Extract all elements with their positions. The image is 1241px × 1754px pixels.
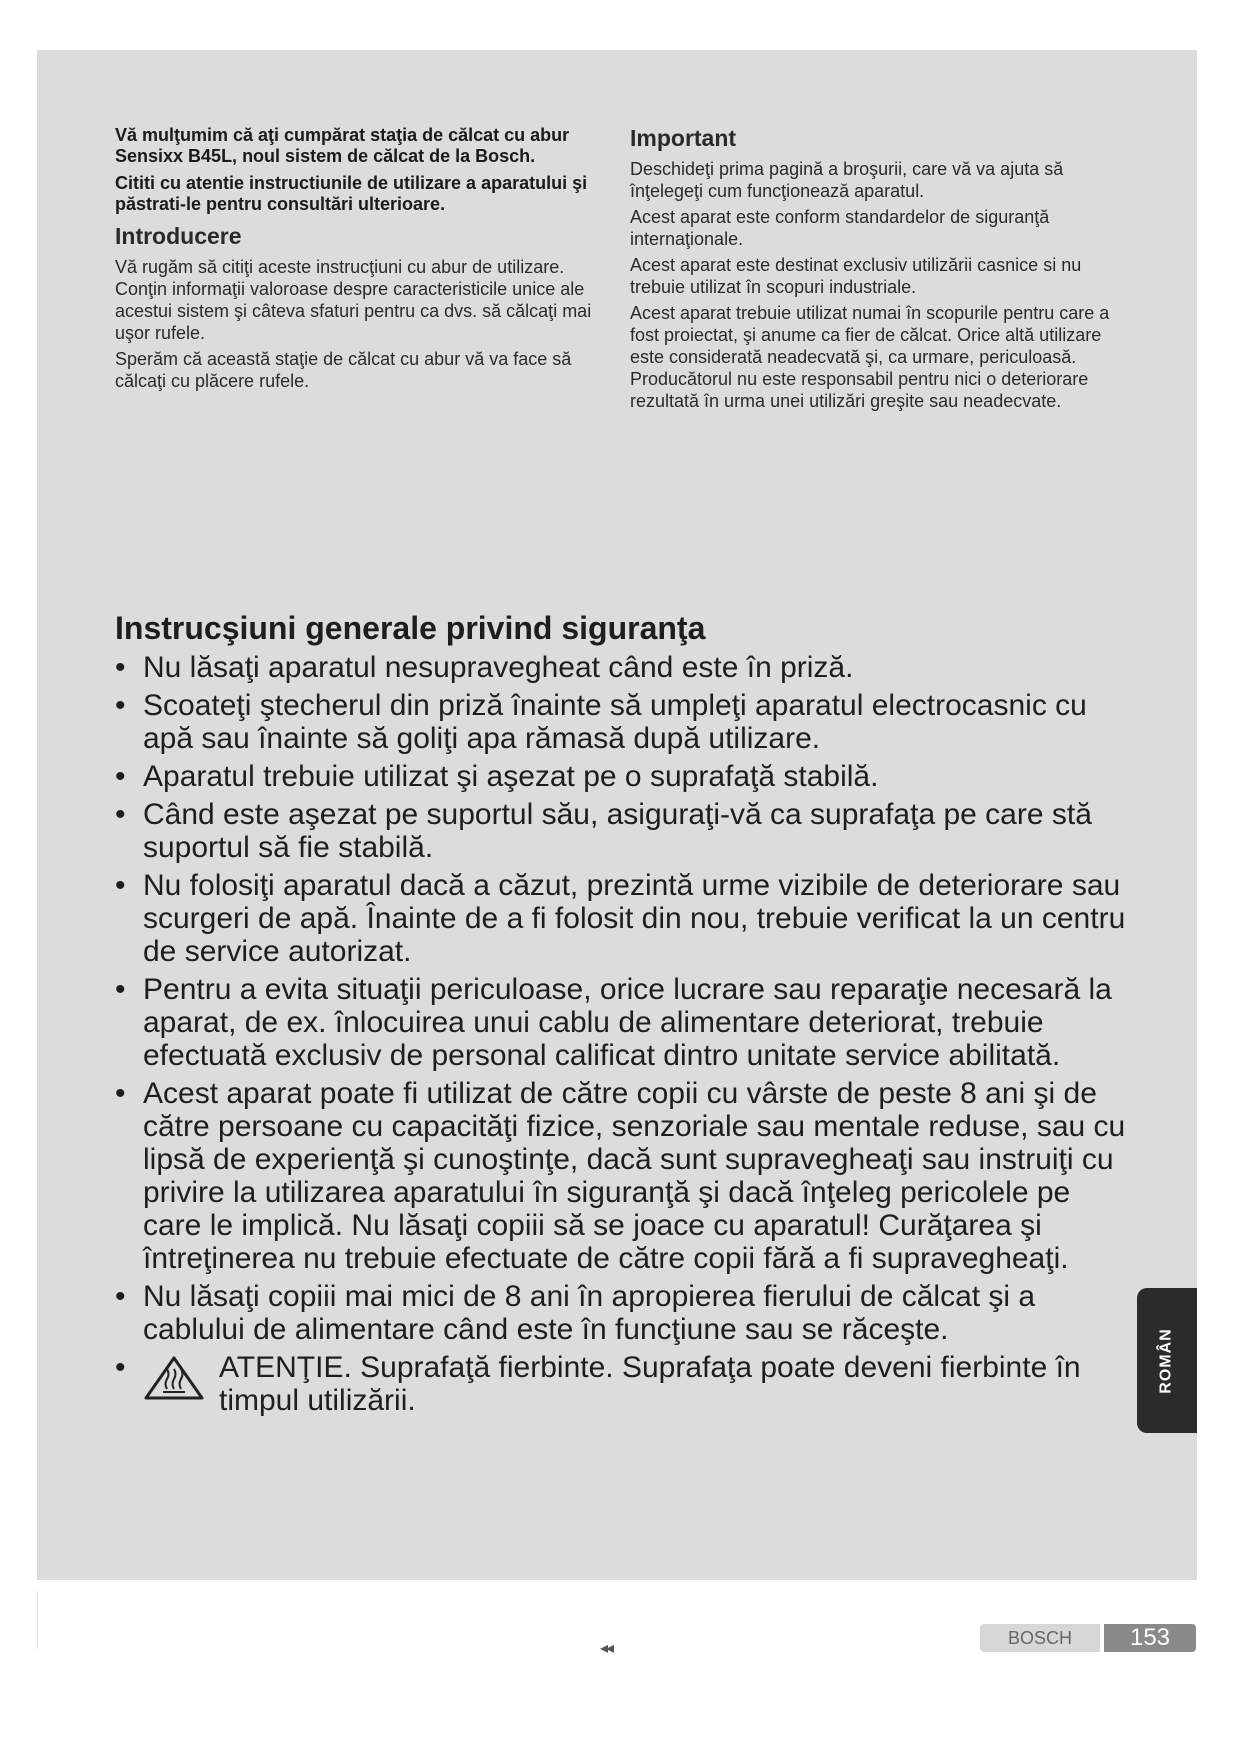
introducere-paragraph: Sperăm că această staţie de călcat cu abur vă va face să călcaţi cu plăcere rufele.	[115, 349, 572, 391]
important-paragraph: Acest aparat este destinat exclusiv utilizării casnice si nu trebuie utilizat în scopuri industriale.	[630, 255, 1082, 297]
safety-item: • Pentru a evita situaţii periculoase, orice lucrare sau reparaţie necesară la aparat, de ex. înlocuirea unui cablu de alimentare deteriorat, trebuie efectuată exclusiv de personal calificat dintro unitate service abilitată.	[115, 973, 1135, 1072]
safety-item-warning	[115, 1351, 1135, 1417]
safety-item: • Acest aparat poate fi utilizat de către copii cu vârste de peste 8 ani şi de către persoane cu capacităţi fizice, senzoriale sau mentale reduse, sau cu lipsă de experienţă şi cunoştinţe, dacă sunt supravegheaţi sau instruiţi cu privire la utilizarea aparatului în siguranţă şi dacă înţeleg pericolele pe care le implică. Nu lăsaţi copiii să se joace cu aparatul! Curăţarea şi întreţinerea nu trebuie efectuate de către copii fără a fi supravegheaţi.	[115, 1077, 1135, 1275]
edge-line	[37, 1590, 38, 1650]
safety-item: • Nu lăsaţi aparatul nesupravegheat când este în priză.	[115, 651, 1135, 684]
important-paragraph: Acest aparat trebuie utilizat numai în scopurile pentru care a fost proiectat, şi anume ca fier de călcat. Orice altă utilizare este considerată neadecvată şi, ca urmare, periculoasă. Producătorul nu este responsabil pentru nici o deteriorare rezultată în urma unei utilizări greşite sau neadecvate.	[630, 303, 1110, 411]
language-tab-label: ROMÂN	[1158, 1327, 1175, 1394]
hot-surface-warning-icon	[143, 1355, 205, 1401]
thank-you-text: Vă mulţumim că aţi cumpărat staţia de călcat cu abur Sensixx B45L, noul sistem de călcat de la Bosch.	[115, 125, 570, 166]
important-paragraph: Acest aparat este conform standardelor de siguranţă internaţionale.	[630, 207, 1050, 249]
safety-list	[115, 651, 1135, 1417]
introducere-paragraph: Vă rugăm să citiţi aceste instrucţiuni cu abur de utilizare. Conţin informaţii valoroase despre caracteristicile unice ale acestui sistem şi câteva sfaturi pentru ca dvs. să călcaţi mai uşor rufele.	[115, 257, 592, 343]
safety-item: • Nu folosiţi aparatul dacă a căzut, prezintă urme vizibile de deteriorare sau scurgeri de apă. Înainte de a fi folosit din nou, trebuie verificat la un centru de service autorizat.	[115, 869, 1135, 968]
important-heading: Important	[630, 125, 737, 151]
right-column	[630, 125, 1130, 416]
back-arrows-icon: ◂◂	[600, 1640, 613, 1657]
important-paragraph: Deschideţi prima pagină a broşurii, care vă va ajuta să înţelegeţi cum funcţionează aparatul.	[630, 159, 1064, 201]
safety-item: • Scoateţi ştecherul din priză înainte să umpleţi aparatul electrocasnic cu apă sau înainte să goliţi apa rămasă după utilizare.	[115, 689, 1135, 755]
introducere-heading: Introducere	[115, 223, 242, 249]
safety-item: • Nu lăsaţi copiii mai mici de 8 ani în apropierea fierului de călcat şi a cablului de alimentare când este în funcţiune sau se răceşte.	[115, 1280, 1135, 1346]
safety-item: • Când este aşezat pe suportul său, asiguraţi-vă ca suprafaţa pe care stă suportul să fie stabilă.	[115, 798, 1135, 864]
read-instructions-text: Cititi cu atentie instructiunile de utilizare a aparatului şi păstrati-le pentru consultări ulterioare.	[115, 173, 588, 214]
language-tab	[1137, 1288, 1197, 1433]
page-number: 153	[1104, 1624, 1196, 1652]
warning-text: • ATENŢIE. Suprafaţă fierbinte. Suprafaţa poate deveni fierbinte în timpul utilizării.	[219, 1351, 1081, 1417]
footer-brand: BOSCH	[980, 1624, 1100, 1652]
left-column	[115, 125, 605, 396]
safety-item: • Aparatul trebuie utilizat şi aşezat pe o suprafaţă stabilă.	[115, 760, 1135, 793]
safety-heading: Instrucşiuni generale privind siguranţa	[115, 610, 706, 646]
safety-section	[115, 610, 1135, 1422]
